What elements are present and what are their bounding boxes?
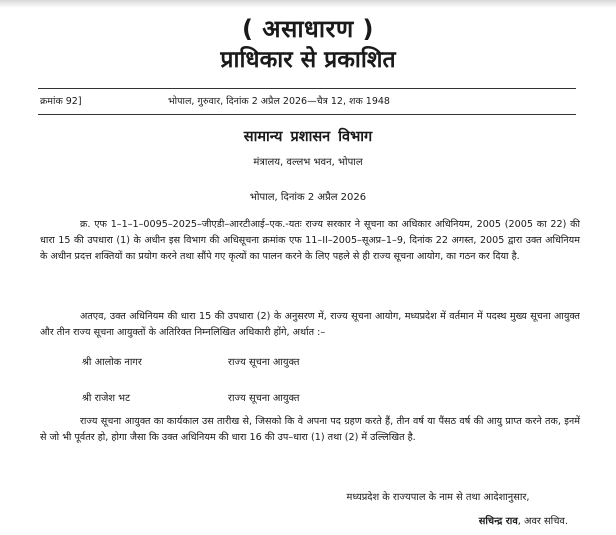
paragraph-1 bbox=[40, 217, 580, 265]
notice-date: भोपाल, दिनांक 2 अप्रैल 2026 bbox=[249, 192, 367, 203]
paragraph-3 bbox=[40, 414, 580, 446]
gazette-type: ( असाधारण ) bbox=[241, 15, 375, 43]
office-address: मंत्रालय, वल्लभ भवन, भोपाल bbox=[253, 157, 363, 168]
paragraph-2 bbox=[40, 309, 580, 341]
signatory-designation: , अवर सचिव. bbox=[517, 516, 568, 527]
paragraph-2-text: अतएव, उक्त अधिनियम की धारा 15 की उपधारा (2) के अनुसरण में, राज्य सूचना आयोग, मध्यप्रदेश में वर्तमान में पदस्थ मुख्य सूचना आयुक्त और तीन राज्य सूचना आयुक्तों के अतिरिक्त निम्नलिखित अधिकारी होंगे, अर्थात :– bbox=[40, 311, 580, 338]
top-divider bbox=[38, 88, 576, 89]
officer-designation: राज्य सूचना आयुक्त bbox=[228, 357, 300, 368]
gazette-subtitle: प्राधिकार से प्रकाशित bbox=[220, 47, 396, 73]
officer-name: श्री राजेश भट bbox=[82, 393, 131, 404]
paragraph-3-text: राज्य सूचना आयुक्त का कार्यकाल उस तारीख से, जिसको कि वे अपना पद ग्रहण करते हैं, तीन वर्ष या पैंसठ वर्ष की आयु प्राप्त करने तक, इनमें से जो भी पूर्वतर हो, होगा जैसा कि उक्त अधिनियम की धारा 16 की उप–धारा (1) तथा (2) में उल्लिखित है. bbox=[40, 416, 580, 443]
paragraph-1-text: क्र. एफ 1–1–1–0095–2025–जीएडी–आरटीआई–एक.-यतः राज्य सरकार ने सूचना का अधिकार अधिनियम, 2005 (2005 का 22) की धारा 15 की उपधारा (1) के अधीन इस विभाग की अधिसूचना क्रमांक एफ 11–II–2005–सूअप्र–1–9, दिनांक 22 अगस्त, 2005 द्वारा उक्त अधिनियम के अधीन प्रदत्त शक्तियों का प्रयोग करने तथा सौंपे गए कृत्यों का पालन करने के लिए पहले से ही राज्य सूचना आयोग, का गठन कर दिया है. bbox=[40, 219, 580, 262]
closing-line: मध्यप्रदेश के राज्यपाल के नाम से तथा आदेशानुसार, bbox=[346, 492, 530, 503]
bottom-divider bbox=[38, 114, 576, 115]
issue-date: भोपाल, गुरुवार, दिनांक 2 अप्रैल 2026—चैत्र 12, शक 1948 bbox=[168, 96, 390, 107]
department-title: सामान्य प्रशासन विभाग bbox=[243, 129, 373, 145]
officer-designation: राज्य सूचना आयुक्त bbox=[228, 393, 300, 404]
officer-name: श्री आलोक नागर bbox=[82, 357, 142, 368]
signature-block bbox=[300, 514, 568, 527]
signatory-name: सचिन्द्र राव bbox=[478, 516, 518, 527]
issue-number: क्रमांक 92] bbox=[40, 96, 82, 107]
page-top-edge bbox=[0, 0, 616, 8]
